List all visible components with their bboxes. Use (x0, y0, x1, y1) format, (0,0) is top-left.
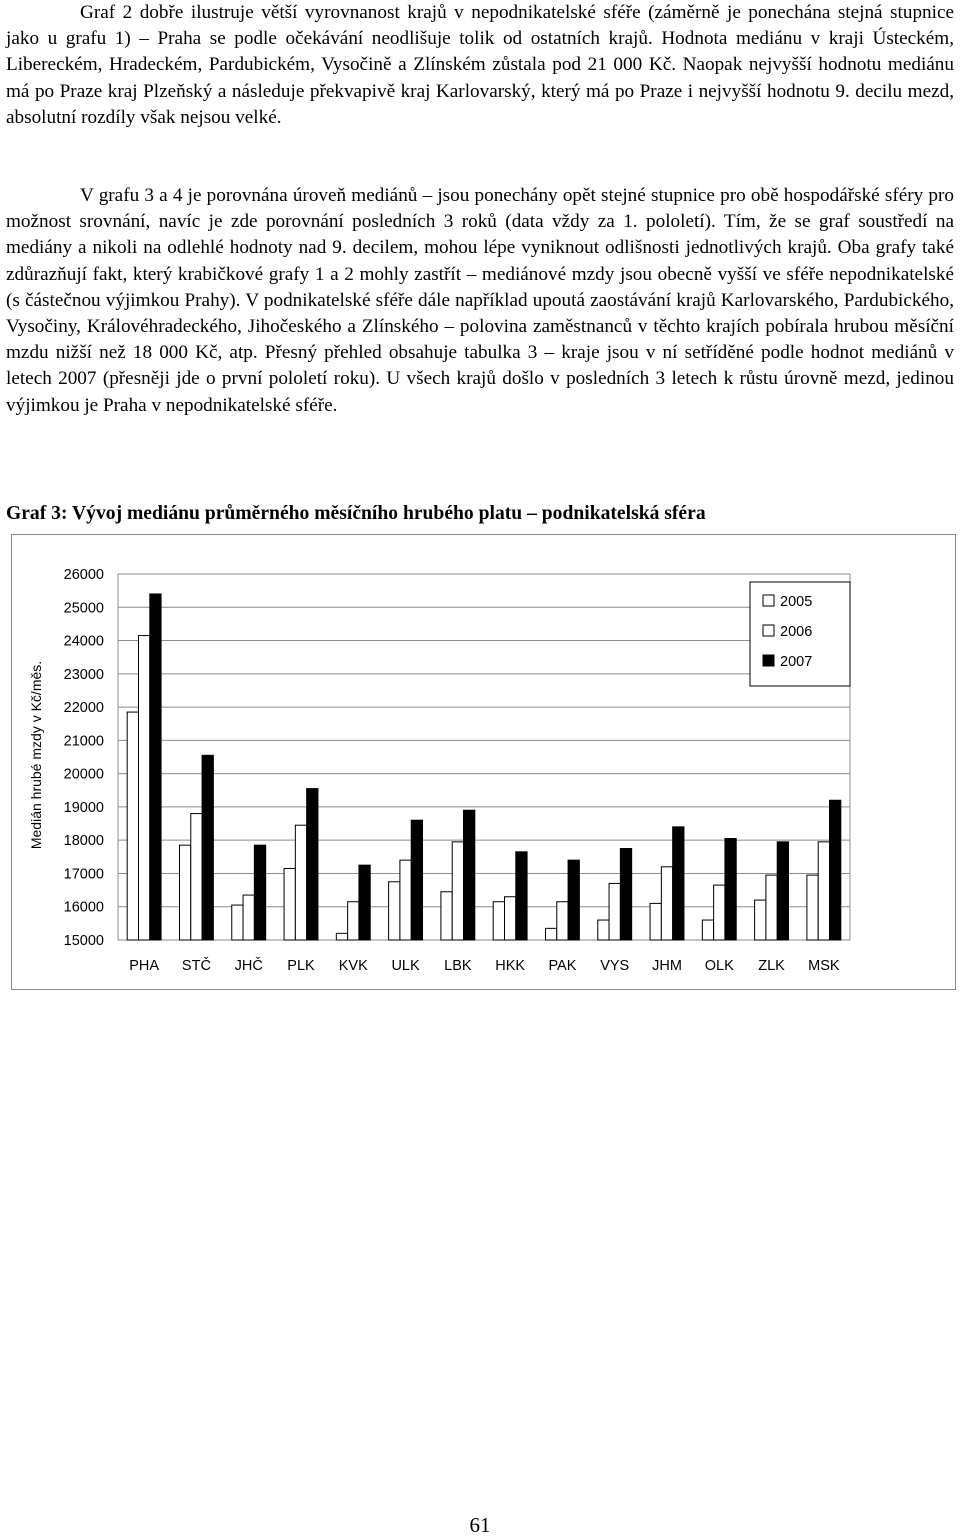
x-tick-label: ZLK (758, 958, 785, 974)
bar-2006-vys (609, 883, 620, 940)
y-tick-label: 18000 (63, 833, 104, 850)
bar-2006-jhč (243, 895, 254, 940)
bar-2005-msk (807, 875, 818, 940)
bar-2006-ulk (400, 860, 411, 940)
y-tick-label: 25000 (63, 600, 104, 617)
bar-2007-jhm (673, 827, 684, 940)
y-tick-label: 24000 (63, 633, 104, 650)
bar-2005-vys (598, 920, 609, 940)
bar-2006-hkk (504, 897, 515, 940)
bar-2005-jhm (650, 903, 661, 940)
bar-2005-hkk (493, 902, 504, 940)
x-tick-label: VYS (600, 958, 630, 974)
x-tick-label: JHM (652, 958, 682, 974)
bar-2006-lbk (452, 842, 463, 940)
legend-swatch-2006 (763, 625, 774, 636)
y-tick-label: 21000 (63, 733, 104, 750)
legend-label: 2005 (780, 594, 813, 610)
bar-2007-vys (620, 849, 631, 941)
x-tick-label: PAK (548, 958, 577, 974)
chart-frame (11, 534, 956, 990)
bar-2007-pak (568, 860, 579, 940)
x-tick-label: ULK (391, 958, 420, 974)
bar-2006-pak (557, 902, 568, 940)
y-axis-title: Medián hrubé mzdy v Kč/měs. (28, 660, 44, 850)
y-tick-label: 26000 (63, 567, 104, 583)
page-number: 61 (469, 1513, 491, 1537)
bar-2006-pha (138, 636, 149, 940)
bar-2006-kvk (348, 902, 359, 940)
paragraph-2: V grafu 3 a 4 je porovnána úroveň mediánů – jsou ponechány opět stejné stupnice pro obě hospodářské sféry pro možnost srovnání, navíc je zde porovnání posledních 3 roků (data vždy za 1. pololetí). Tím, že se graf soustředí na mediány a nikoli na odlehlé hodnoty nad 9. decilem, mohou lépe vyniknout odlišnosti jednotlivých krajů. Oba grafy také zdůrazňují fakt, který krabičkové grafy 1 a 2 mohly zastřít – mediánové mzdy jsou obecně vyšší ve sféře nepodnikatelské (s částečnou výjimkou Prahy). V podnikatelské sféře dále například upoutá zaostávání krajů Karlovarského, Pardubického, Vysočiny, Královéhradeckého, Jihočeského a Zlínského – polovina zaměstnanců v těchto krajích pobírala hrubou měsíční mzdu nižší než 18 000 Kč, atp. Přesný přehled obsahuje tabulka 3 – kraje jsou v ní setříděné podle hodnot mediánů v letech 2007 (přesněji jde o první pololetí roku). U všech krajů došlo v posledních 3 letech k růstu úrovně mezd, jedinou výjimkou je Praha v nepodnikatelské sféře. (6, 185, 954, 416)
legend-swatch-2007 (763, 655, 774, 666)
legend-swatch-2005 (763, 595, 774, 606)
bar-2007-olk (725, 839, 736, 940)
legend-label: 2006 (780, 624, 813, 640)
bar-2007-lbk (464, 810, 475, 940)
bar-2006-olk (714, 885, 725, 940)
bar-2007-jhč (254, 845, 265, 940)
bar-2005-zlk (755, 900, 766, 940)
x-tick-label: KVK (338, 958, 368, 974)
bar-2007-zlk (777, 842, 788, 940)
bar-2005-pak (545, 928, 556, 940)
y-tick-label: 16000 (63, 899, 104, 916)
x-tick-label: PLK (287, 958, 315, 974)
bar-2007-msk (830, 800, 841, 940)
bar-2005-pha (127, 712, 138, 940)
bar-2006-jhm (661, 867, 672, 940)
bar-2005-olk (702, 920, 713, 940)
x-tick-label: PHA (129, 958, 160, 974)
bar-2005-ulk (389, 882, 400, 940)
bar-2005-lbk (441, 892, 452, 940)
y-tick-label: 15000 (63, 933, 104, 949)
x-tick-label: JHČ (234, 958, 263, 974)
y-tick-label: 22000 (63, 700, 104, 717)
bar-2005-stč (179, 845, 190, 940)
x-tick-label: OLK (704, 958, 734, 974)
y-tick-label: 17000 (63, 866, 104, 883)
bar-2007-hkk (516, 852, 527, 940)
bar-2007-plk (307, 789, 318, 940)
bar-2007-kvk (359, 865, 370, 940)
y-tick-label: 19000 (63, 799, 104, 816)
y-tick-label: 20000 (63, 766, 104, 783)
bar-2005-kvk (336, 933, 347, 940)
bar-2005-plk (284, 868, 295, 940)
x-tick-label: LBK (444, 958, 472, 974)
bar-2007-ulk (411, 820, 422, 940)
x-tick-label: STČ (181, 958, 211, 974)
bar-2006-msk (818, 842, 829, 940)
y-tick-label: 23000 (63, 666, 104, 683)
x-tick-label: HKK (495, 958, 526, 974)
x-tick-label: MSK (808, 958, 840, 974)
bar-2006-plk (295, 825, 306, 940)
plot-area (118, 574, 850, 940)
bar-2006-stč (191, 814, 202, 940)
bar-chart (12, 535, 957, 991)
chart-caption: Graf 3: Vývoj mediánu průměrného měsíčního hrubého platu – podnikatelská sféra (6, 503, 706, 524)
legend-label: 2007 (780, 654, 813, 670)
bar-2007-stč (202, 755, 213, 940)
bar-2007-pha (150, 594, 161, 940)
paragraph-1: Graf 2 dobře ilustruje větší vyrovnanost krajů v nepodnikatelské sféře (záměrně je ponechána stejná stupnice jako u grafu 1) – Praha se podle očekávání neodlišuje tolik od ostatních krajů. Hodnota mediánu v kraji Ústeckém, Libereckém, Hradeckém, Pardubickém, Vysočině a Zlínském zůstala pod 21 000 Kč. Naopak nejvyšší hodnotu mediánu má po Praze kraj Plzeňský a následuje překvapivě kraj Karlovarský, který má po Praze i nejvyšší hodnotu 9. decilu mezd, absolutní rozdíly však nejsou velké. (6, 2, 954, 128)
bar-2005-jhč (232, 905, 243, 940)
bar-2006-zlk (766, 875, 777, 940)
